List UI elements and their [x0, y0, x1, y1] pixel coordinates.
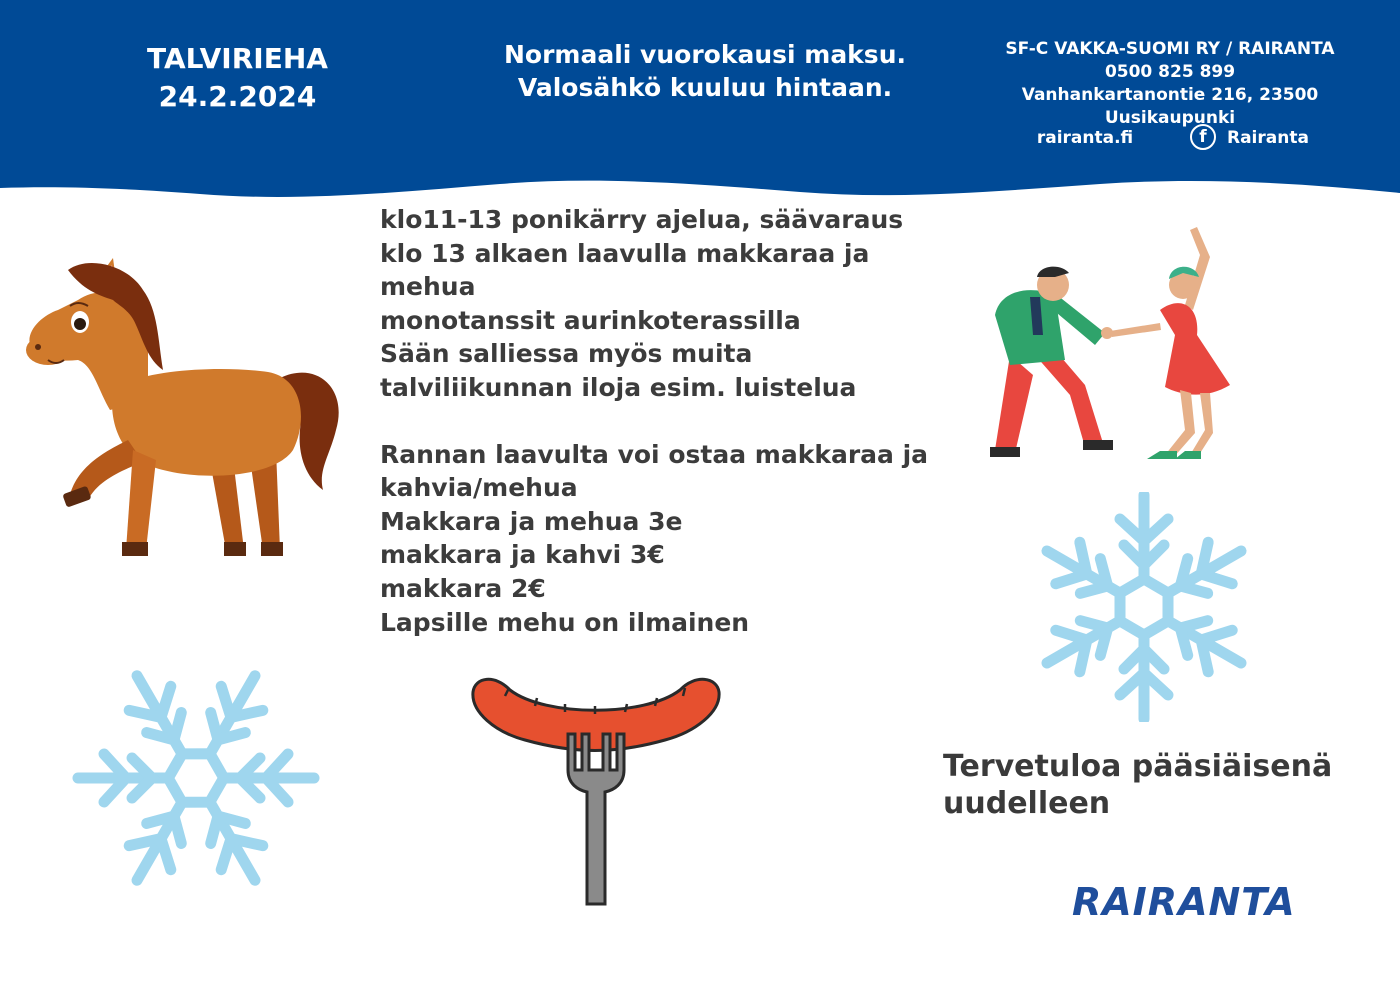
event-title	[120, 40, 355, 116]
sausage-on-fork-illustration	[465, 672, 727, 908]
price-note-line2: Valosähkö kuuluu hintaan.	[517, 73, 893, 102]
event-name: TALVIRIEHA	[147, 42, 328, 75]
event-date: 24.2.2024	[158, 80, 317, 113]
snowflake-icon	[70, 652, 322, 904]
sales-item: Makkara ja mehua 3e	[380, 506, 683, 536]
program-item: monotanssit aurinkoterassilla	[380, 305, 801, 335]
website-link[interactable]: rairanta.fi	[1036, 128, 1134, 148]
welcome-line1: Tervetuloa pääsiäisenä	[943, 749, 1333, 784]
program-text	[380, 203, 940, 639]
sales-item: makkara ja kahvi 3€	[380, 540, 665, 570]
address: Vanhankartanontie 216, 23500 Uusikaupunki	[1021, 85, 1319, 128]
program-item: Sään salliessa myös muita talviliikunnan iloja esim. luistelua	[380, 339, 857, 402]
header-banner	[0, 0, 1400, 215]
sales-item: Rannan laavulta voi ostaa makkaraa ja kahvia/mehua	[380, 439, 929, 503]
price-note	[495, 38, 915, 104]
sales-item: makkara 2€	[380, 573, 546, 603]
welcome-line2: uudelleen	[943, 786, 1111, 821]
horse-illustration	[18, 250, 348, 570]
sales-item: Lapsille mehu on ilmainen	[380, 607, 750, 637]
rairanta-logo: RAIRANTA	[1072, 880, 1296, 924]
contact-info	[960, 38, 1380, 130]
phone-number[interactable]: 0500 825 899	[1104, 62, 1236, 82]
facebook-link[interactable]: Rairanta	[1227, 128, 1309, 148]
organization-name: SF-C VAKKA-SUOMI RY / RAIRANTA	[1005, 39, 1335, 59]
price-note-line1: Normaali vuorokausi maksu.	[503, 40, 906, 69]
snowflake-icon	[1018, 492, 1270, 722]
facebook-icon[interactable]: f	[1190, 124, 1216, 150]
welcome-text	[943, 748, 1343, 822]
dancing-couple-illustration	[985, 215, 1255, 465]
program-item: klo11-13 ponikärry ajelua, säävaraus	[380, 205, 904, 234]
program-item: klo 13 alkaen laavulla makkaraa ja mehua	[380, 238, 870, 302]
